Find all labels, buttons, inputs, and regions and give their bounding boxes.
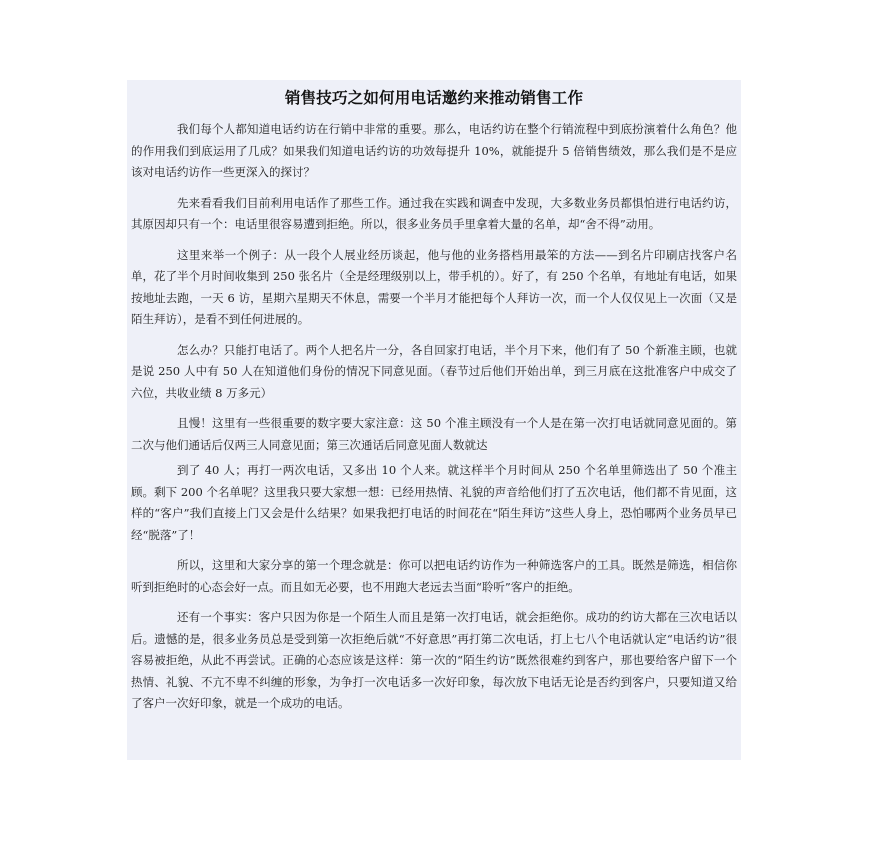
paragraph-current-work: 先来看看我们目前利用电话作了那些工作。通过我在实践和调查中发现，大多数业务员都惧怕进行电话约访，其原因却只有一个：电话里很容易遭到拒绝。所以，很多业务员手里拿着大量的名单，却“舍不得”动用。 — [131, 195, 737, 231]
paragraph-numbers: 且慢！这里有一些很重要的数字要大家注意：这 50 个准主顾没有一个人是在第一次打电话就同意见面的。第二次与他们通话后仅两三人同意见面；第三次通话后同意见面人数就达 — [131, 416, 737, 452]
paragraph-example: 这里来举一个例子：从一段个人展业经历谈起，他与他的业务搭档用最笨的方法——到名片印刷店找客户名单，花了半个月时间收集到 250 张名片（全是经理级别以上，带手机的）。好了，有 250 个名单，有地址有电话，如果按地址去跑，一天 6 访，星期六星期天不休息，需要一个半月才能把每个人拜访一次，而一个人仅仅见上一次面（又是陌生拜访），是看不到任何进展的。 — [131, 247, 737, 326]
paragraph-fact: 还有一个事实：客户只因为你是一个陌生人而且是第一次打电话，就会拒绝你。成功的约访大都在三次电话以后。遗憾的是，很多业务员总是受到第一次拒绝后就“不好意思”再打第二次电话，打上七八个电话就认定“电话约访”很容易被拒绝，从此不再尝试。正确的心态应该是这样：第一次的“陌生约访”既然很难约到客户，那也要给客户留下一个热情、礼貌、不亢不卑不纠缠的形象，为争打一次电话多一次好印象，每次放下电话无论是否约到客户，只要知道又给了客户一次好印象，就是一个成功的电话。 — [131, 610, 737, 710]
paragraph-first-idea: 所以，这里和大家分享的第一个理念就是：你可以把电话约访作为一种筛选客户的工具。既然是筛选，相信你听到拒绝时的心态会好一点。而且如无必要，也不用跑大老远去当面“聆听”客户的拒绝。 — [131, 558, 737, 594]
paragraph-solution: 怎么办？只能打电话了。两个人把名片一分，各自回家打电话，半个月下来，他们有了 50 个新准主顾，也就是说 250 人中有 50 人在知道他们身份的情况下同意见面。（春节过后他们开始出单，到三月底在这批准客户中成交了六位，共收业绩 8 万多元） — [131, 342, 737, 400]
document-title: 销售技巧之如何用电话邀约来推动销售工作 — [284, 89, 584, 107]
paragraph-intro: 我们每个人都知道电话约访在行销中非常的重要。那么，电话约访在整个行销流程中到底扮演着什么角色？他的作用我们到底运用了几成？如果我们知道电话约访的功效每提升 10%，就能提升 5 倍销售绩效，那么我们是不是应该对电话约访作一些更深入的探讨？ — [131, 122, 737, 179]
document-page — [127, 80, 741, 760]
paragraph-results: 到了 40 人；再打一两次电话，又多出 10 个人来。就这样半个月时间从 250 个名单里筛选出了 50 个准主顾。剩下 200 个名单呢？这里我只要大家想一想：已经用热情、礼貌的声音给他们打了五次电话，他们都不肯见面，这样的“客户”我们直接上门又会是什么结果？如果我把打电话的时间花在“陌生拜访”这些人身上，恐怕哪两个业务员早已经“脱落”了！ — [131, 463, 737, 542]
